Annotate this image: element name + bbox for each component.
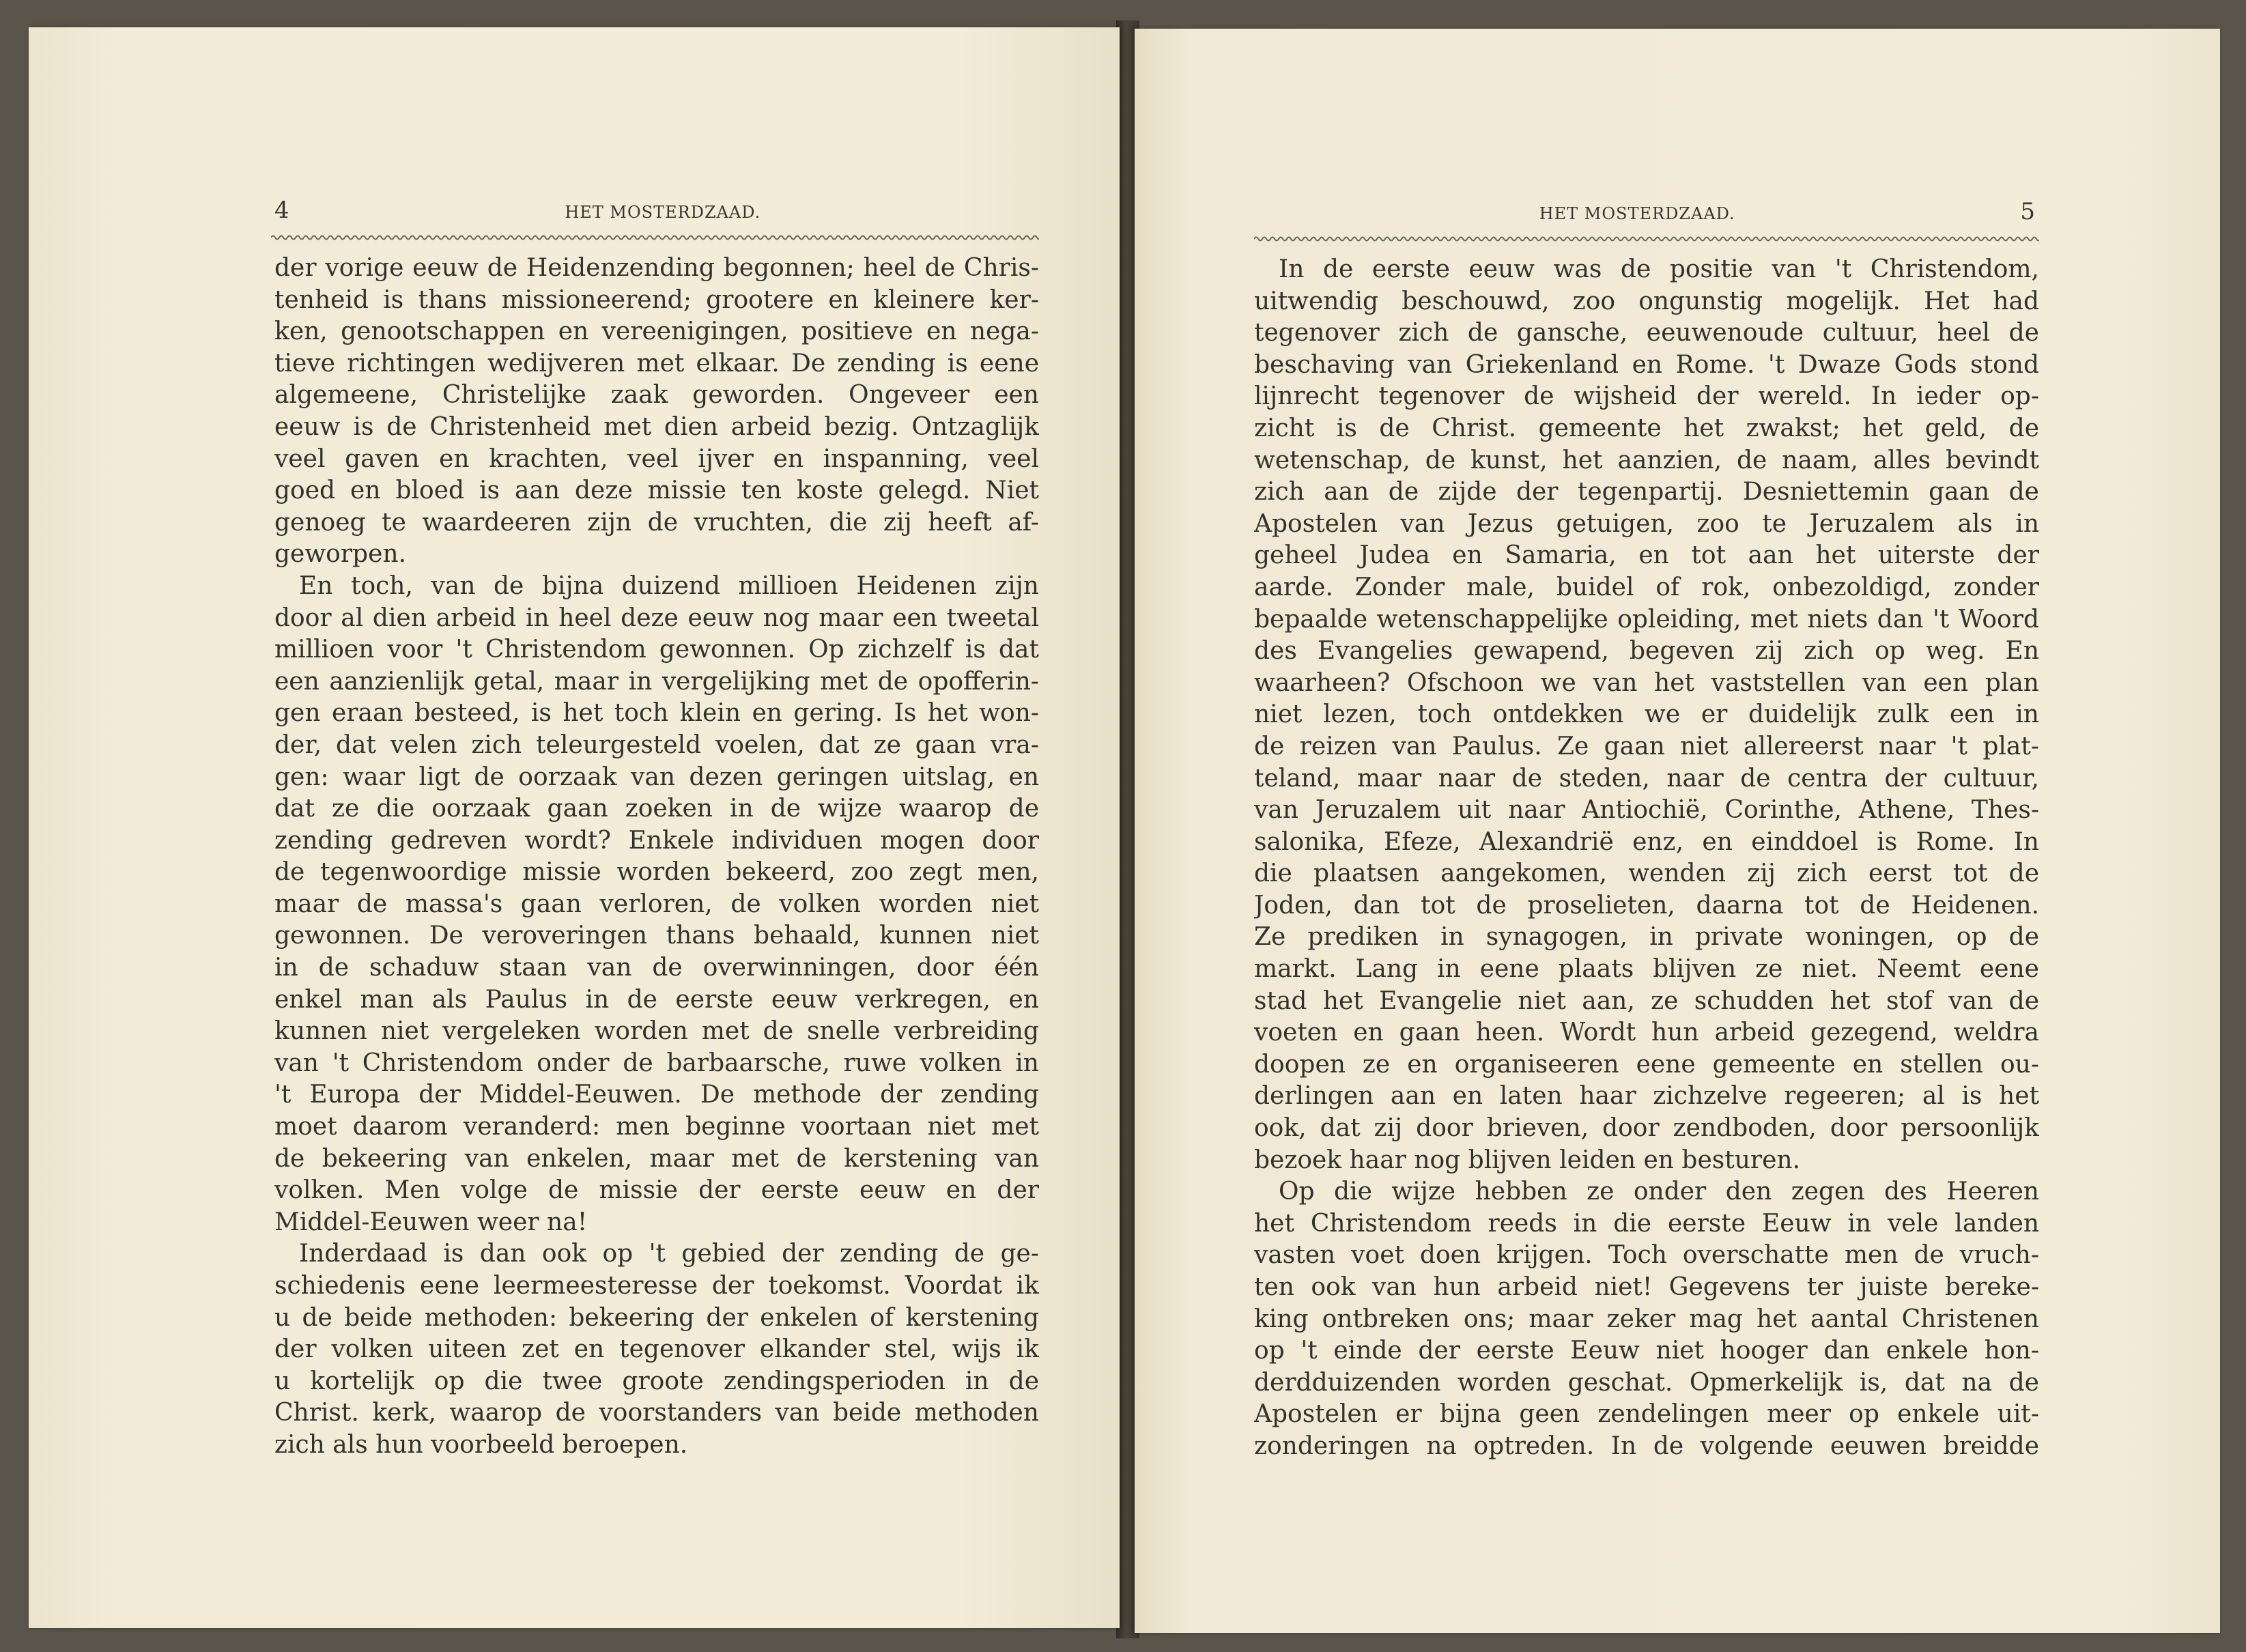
page-number: 4 <box>274 197 290 224</box>
page-number: 5 <box>2020 198 2036 225</box>
text-line: u de beide methoden: bekeering der enkelen of kerstening <box>274 1303 1039 1332</box>
text-line: veel gaven en krachten, veel ijver en inspanning, veel <box>274 444 1039 473</box>
running-head: HET MOSTERDZAAD. <box>565 203 761 222</box>
text-line: geheel Judea en Samaria, en tot aan het uiterste der <box>1254 541 2039 570</box>
running-head: HET MOSTERDZAAD. <box>1539 204 1735 223</box>
text-line: zich aan de zijde der tegenpartij. Desniettemin gaan de <box>1254 478 2039 507</box>
text-line: wetenschap, de kunst, het aanzien, de naam, alles bevindt <box>1254 446 2039 474</box>
text-line: een aanzienlijk getal, maar in vergelijking met de opofferin- <box>274 667 1039 696</box>
text-line: kunnen niet vergeleken worden met de snelle verbreiding <box>274 1017 1039 1046</box>
text-line: Joden, dan tot de proselieten, daarna tot de Heidenen. <box>1254 891 2039 920</box>
text-line: Ze prediken in synagogen, in private woningen, op de <box>1254 923 2039 952</box>
right-page-header <box>1254 198 2036 232</box>
text-line: ken, genootschappen en vereenigingen, positieve en nega- <box>274 317 1039 346</box>
text-line: der, dat velen zich teleurgesteld voelen, dat ze gaan vra- <box>274 730 1039 759</box>
text-line: uitwendig beschouwd, zoo ongunstig mogelijk. Het had <box>1254 287 2039 315</box>
text-line: In de eerste eeuw was de positie van 't Christendom, <box>1279 255 2039 283</box>
text-line: u kortelijk op die twee groote zendingsperioden in de <box>274 1367 1039 1395</box>
text-line: der vorige eeuw de Heidenzending begonnen; heel de Chris- <box>274 254 1039 282</box>
text-line: Apostelen van Jezus getuigen, zoo te Jeruzalem als in <box>1254 509 2039 538</box>
text-line: van Jeruzalem uit naar Antiochië, Corinthe, Athene, Thes- <box>1254 796 2039 825</box>
text-line: tenheid is thans missioneerend; grootere en kleinere ker- <box>274 285 1039 314</box>
text-line: Inderdaad is dan ook op 't gebied der zending de ge- <box>299 1240 1039 1268</box>
text-line: volken. Men volge de missie der eerste eeuw en der <box>274 1176 1039 1205</box>
text-line: de tegenwoordige missie worden bekeerd, zoo zegt men, <box>274 858 1039 887</box>
ornamental-rule <box>1254 233 2039 244</box>
text-line: der volken uiteen zet en tegenover elkander stel, wijs ik <box>274 1335 1039 1364</box>
text-line: dat ze die oorzaak gaan zoeken in de wijze waarop de <box>274 795 1039 823</box>
text-line: enkel man als Paulus in de eerste eeuw verkregen, en <box>274 985 1039 1014</box>
text-line: zicht is de Christ. gemeente het zwakst; het geld, de <box>1254 414 2039 442</box>
text-line: salonika, Efeze, Alexandrië enz, en einddoel is Rome. In <box>1254 827 2039 856</box>
text-line: vasten voet doen krijgen. Toch overschatte men de vruch- <box>1254 1241 2039 1270</box>
text-line: derdduizenden worden geschat. Opmerkelijk is, dat na de <box>1254 1368 2039 1397</box>
text-line: de bekeering van enkelen, maar met de kerstening van <box>274 1144 1039 1173</box>
text-line: millioen voor 't Christendom gewonnen. Op zichzelf is dat <box>274 636 1039 664</box>
text-line: zending gedreven wordt? Enkele individuen mogen door <box>274 826 1039 855</box>
text-line: bepaalde wetenschappelijke opleiding, met niets dan 't Woord <box>1254 605 2039 633</box>
left-page <box>29 27 1120 1628</box>
ornamental-rule <box>271 232 1039 243</box>
text-line: ten ook van hun arbeid niet! Gegevens ter juiste bereke- <box>1254 1273 2039 1301</box>
text-line: genoeg te waardeeren zijn de vruchten, die zij heeft af- <box>274 508 1039 537</box>
body-text <box>1254 254 2039 1463</box>
text-line: doopen ze en organiseeren eene gemeente en stellen ou- <box>1254 1050 2039 1079</box>
body-text <box>274 253 1039 1462</box>
text-line: voeten en gaan heen. Wordt hun arbeid gezegend, weldra <box>1254 1019 2039 1047</box>
text-line: tieve richtingen wedijveren met elkaar. De zending is eene <box>274 349 1039 378</box>
text-line: niet lezen, toch ontdekken we er duidelijk zulk een in <box>1254 700 2039 729</box>
text-line: derlingen aan en laten haar zichzelve regeeren; al is het <box>1254 1082 2039 1111</box>
text-line: teland, maar naar de steden, naar de centra der cultuur, <box>1254 764 2039 793</box>
text-line: gewonnen. De veroveringen thans behaald, kunnen niet <box>274 922 1039 950</box>
text-line: gen: waar ligt de oorzaak van dezen geringen uitslag, en <box>274 763 1039 791</box>
text-line: geworpen. <box>274 540 407 569</box>
text-line: moet daarom veranderd: men beginne voortaan niet met <box>274 1113 1039 1141</box>
text-line: Christ. kerk, waarop de voorstanders van beide methoden <box>274 1399 1039 1427</box>
text-line: En toch, van de bijna duizend millioen Heidenen zijn <box>299 571 1039 600</box>
text-line: 't Europa der Middel-Eeuwen. De methode der zending <box>274 1081 1039 1109</box>
text-line: het Christendom reeds in die eerste Eeuw in vele landen <box>1254 1209 2039 1238</box>
text-line: waarheen? Ofschoon we van het vaststellen van een plan <box>1254 668 2039 697</box>
text-line: stad het Evangelie niet aan, ze schudden het stof van de <box>1254 986 2039 1015</box>
text-line: beschaving van Griekenland en Rome. 't Dwaze Gods stond <box>1254 350 2039 379</box>
text-line: maar de massa's gaan verloren, de volken worden niet <box>274 889 1039 918</box>
text-line: algemeene, Christelijke zaak geworden. Ongeveer een <box>274 381 1039 410</box>
text-line: die plaatsen aangekomen, wenden zij zich eerst tot de <box>1254 859 2039 888</box>
text-line: markt. Lang in eene plaats blijven ze niet. Neemt eene <box>1254 955 2039 984</box>
right-page <box>1135 29 2220 1633</box>
text-line: ook, dat zij door brieven, door zendboden, door persoonlijk <box>1254 1114 2039 1143</box>
text-line: bezoek haar nog blijven leiden en besturen. <box>1254 1145 1801 1174</box>
left-page-header <box>274 197 1036 231</box>
text-line: Op die wijze hebben ze onder den zegen des Heeren <box>1279 1178 2039 1206</box>
text-line: de reizen van Paulus. Ze gaan niet allereerst naar 't plat- <box>1254 732 2039 760</box>
text-line: des Evangelies gewapend, begeven zij zich op weg. En <box>1254 637 2039 666</box>
text-line: Apostelen er bijna geen zendelingen meer op enkele uit- <box>1254 1400 2039 1429</box>
text-line: zich als hun voorbeeld beroepen. <box>274 1430 688 1459</box>
text-line: tegenover zich de gansche, eeuwenoude cultuur, heel de <box>1254 319 2039 347</box>
text-line: aarde. Zonder male, buidel of rok, onbezoldigd, zonder <box>1254 573 2039 601</box>
text-line: van 't Christendom onder de barbaarsche, ruwe volken in <box>274 1049 1039 1077</box>
text-line: king ontbreken ons; maar zeker mag het aantal Christenen <box>1254 1305 2039 1333</box>
text-line: op 't einde der eerste Eeuw niet hooger dan enkele hon- <box>1254 1337 2039 1365</box>
text-line: door al dien arbeid in heel deze eeuw nog maar een tweetal <box>274 603 1039 632</box>
text-line: lijnrecht tegenover de wijsheid der wereld. In ieder op- <box>1254 382 2039 411</box>
text-line: zonderingen na optreden. In de volgende eeuwen breidde <box>1254 1432 2039 1460</box>
text-line: Middel-Eeuwen weer na! <box>274 1208 588 1236</box>
text-line: schiedenis eene leermeesteresse der toekomst. Voordat ik <box>274 1272 1039 1300</box>
text-line: goed en bloed is aan deze missie ten koste gelegd. Niet <box>274 476 1039 505</box>
text-line: in de schaduw staan van de overwinningen, door één <box>274 954 1039 982</box>
text-line: gen eraan besteed, is het toch klein en gering. Is het won- <box>274 699 1039 728</box>
text-line: eeuw is de Christenheid met dien arbeid bezig. Ontzaglijk <box>274 412 1039 441</box>
